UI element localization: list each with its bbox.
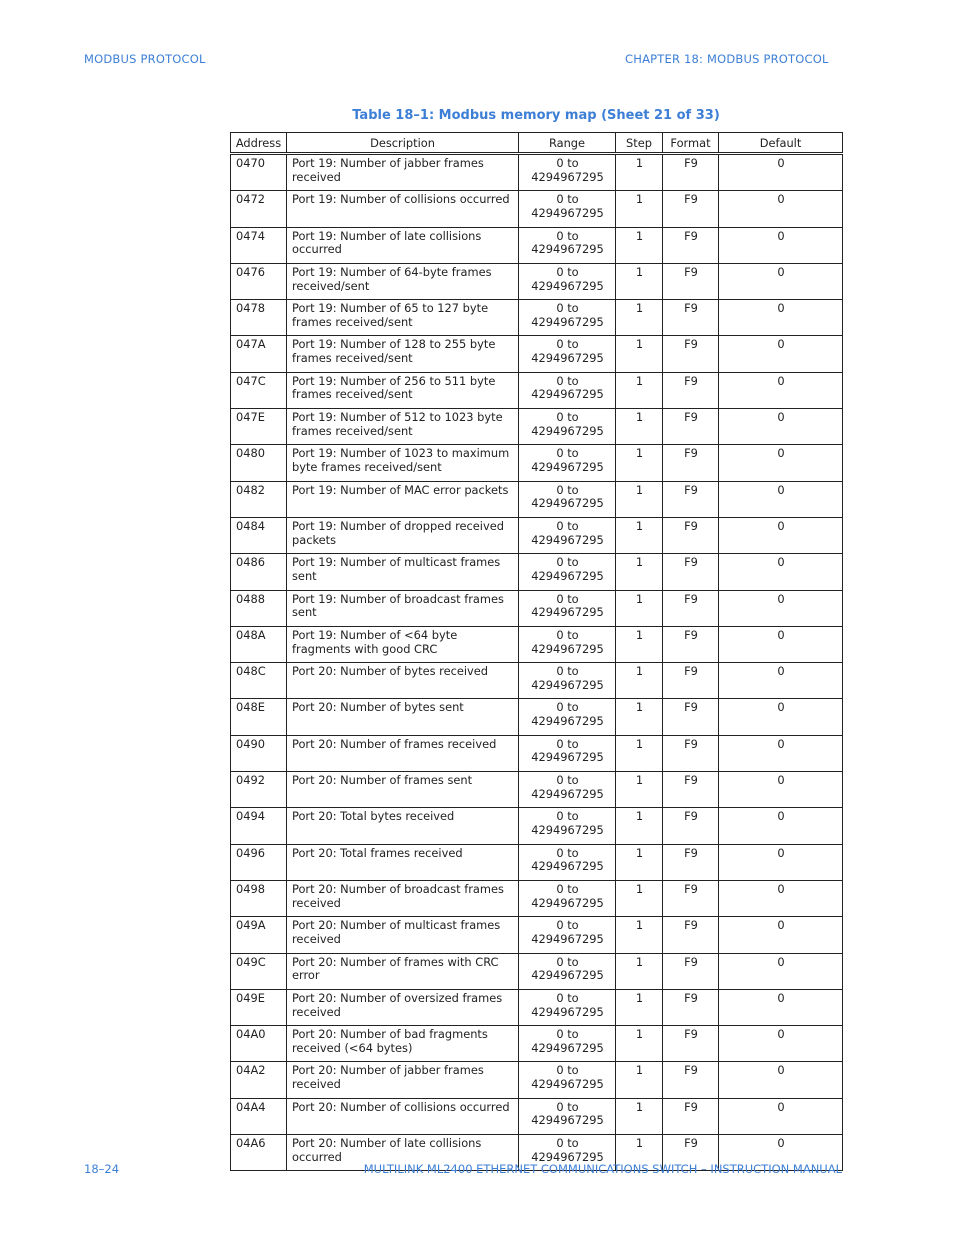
cell-format: F9 xyxy=(663,336,719,372)
cell-description: Port 20: Number of jabber frames received xyxy=(287,1062,519,1098)
cell-description: Port 19: Number of 64-byte frames received/sent xyxy=(287,263,519,299)
cell-default: 0 xyxy=(719,227,843,263)
cell-address: 04A6 xyxy=(231,1135,287,1171)
cell-default: 0 xyxy=(719,445,843,481)
cell-default: 0 xyxy=(719,1135,843,1171)
column-header-format: Format xyxy=(663,133,719,154)
cell-default: 0 xyxy=(719,191,843,227)
cell-range: 0 to 4294967295 xyxy=(519,663,616,699)
running-footer-title: MULTILINK ML2400 ETHERNET COMMUNICATIONS SWITCH – INSTRUCTION MANUAL xyxy=(363,1162,842,1176)
cell-format: F9 xyxy=(663,953,719,989)
cell-format: F9 xyxy=(663,409,719,445)
cell-address: 047A xyxy=(231,336,287,372)
cell-range: 0 to 4294967295 xyxy=(519,372,616,408)
cell-format: F9 xyxy=(663,844,719,880)
cell-format: F9 xyxy=(663,300,719,336)
running-header-right: CHAPTER 18: MODBUS PROTOCOL xyxy=(625,52,829,66)
cell-step: 1 xyxy=(616,409,663,445)
table-row xyxy=(231,735,843,771)
cell-default: 0 xyxy=(719,590,843,626)
table-row xyxy=(231,917,843,953)
table-row xyxy=(231,772,843,808)
cell-default: 0 xyxy=(719,735,843,771)
cell-default: 0 xyxy=(719,626,843,662)
cell-description: Port 19: Number of broadcast frames sent xyxy=(287,590,519,626)
cell-step: 1 xyxy=(616,1062,663,1098)
page-number: 18–24 xyxy=(84,1162,120,1176)
cell-step: 1 xyxy=(616,1026,663,1062)
cell-step: 1 xyxy=(616,989,663,1025)
cell-address: 0498 xyxy=(231,880,287,916)
cell-range: 0 to 4294967295 xyxy=(519,917,616,953)
cell-description: Port 19: Number of 128 to 255 byte frames received/sent xyxy=(287,336,519,372)
cell-range: 0 to 4294967295 xyxy=(519,554,616,590)
table-row xyxy=(231,626,843,662)
table-row xyxy=(231,844,843,880)
cell-format: F9 xyxy=(663,808,719,844)
table-row xyxy=(231,590,843,626)
cell-address: 0496 xyxy=(231,844,287,880)
cell-address: 048A xyxy=(231,626,287,662)
cell-range: 0 to 4294967295 xyxy=(519,1098,616,1134)
cell-default: 0 xyxy=(719,844,843,880)
cell-description: Port 20: Number of oversized frames received xyxy=(287,989,519,1025)
table-row xyxy=(231,808,843,844)
cell-description: Port 20: Number of bytes received xyxy=(287,663,519,699)
cell-range: 0 to 4294967295 xyxy=(519,1135,616,1171)
cell-address: 04A2 xyxy=(231,1062,287,1098)
cell-format: F9 xyxy=(663,590,719,626)
cell-range: 0 to 4294967295 xyxy=(519,481,616,517)
cell-default: 0 xyxy=(719,699,843,735)
table-row xyxy=(231,263,843,299)
cell-range: 0 to 4294967295 xyxy=(519,989,616,1025)
cell-format: F9 xyxy=(663,154,719,191)
table-row xyxy=(231,336,843,372)
cell-default: 0 xyxy=(719,1026,843,1062)
cell-step: 1 xyxy=(616,263,663,299)
cell-step: 1 xyxy=(616,445,663,481)
cell-address: 049A xyxy=(231,917,287,953)
cell-description: Port 20: Total bytes received xyxy=(287,808,519,844)
cell-format: F9 xyxy=(663,880,719,916)
cell-address: 049C xyxy=(231,953,287,989)
cell-description: Port 19: Number of collisions occurred xyxy=(287,191,519,227)
cell-address: 0488 xyxy=(231,590,287,626)
cell-address: 047E xyxy=(231,409,287,445)
cell-step: 1 xyxy=(616,590,663,626)
cell-default: 0 xyxy=(719,336,843,372)
cell-address: 0492 xyxy=(231,772,287,808)
table-row xyxy=(231,989,843,1025)
cell-format: F9 xyxy=(663,626,719,662)
cell-address: 0474 xyxy=(231,227,287,263)
table-row xyxy=(231,517,843,553)
table-row xyxy=(231,699,843,735)
cell-format: F9 xyxy=(663,772,719,808)
table-title: Table 18–1: Modbus memory map (Sheet 21 of 33) xyxy=(352,108,720,123)
cell-address: 0490 xyxy=(231,735,287,771)
cell-step: 1 xyxy=(616,227,663,263)
cell-description: Port 19: Number of <64 byte fragments with good CRC xyxy=(287,626,519,662)
cell-range: 0 to 4294967295 xyxy=(519,517,616,553)
cell-default: 0 xyxy=(719,372,843,408)
cell-step: 1 xyxy=(616,735,663,771)
cell-description: Port 20: Number of multicast frames received xyxy=(287,917,519,953)
cell-address: 0472 xyxy=(231,191,287,227)
cell-address: 04A0 xyxy=(231,1026,287,1062)
cell-step: 1 xyxy=(616,772,663,808)
cell-range: 0 to 4294967295 xyxy=(519,263,616,299)
cell-range: 0 to 4294967295 xyxy=(519,300,616,336)
table-row xyxy=(231,663,843,699)
cell-address: 04A4 xyxy=(231,1098,287,1134)
table-row xyxy=(231,409,843,445)
cell-range: 0 to 4294967295 xyxy=(519,1062,616,1098)
modbus-memory-map-table xyxy=(230,132,843,1171)
cell-default: 0 xyxy=(719,917,843,953)
cell-default: 0 xyxy=(719,808,843,844)
cell-description: Port 20: Number of frames sent xyxy=(287,772,519,808)
cell-default: 0 xyxy=(719,663,843,699)
cell-description: Port 20: Number of late collisions occurred xyxy=(287,1135,519,1171)
cell-default: 0 xyxy=(719,154,843,191)
cell-description: Port 19: Number of 512 to 1023 byte frames received/sent xyxy=(287,409,519,445)
cell-format: F9 xyxy=(663,191,719,227)
cell-address: 0482 xyxy=(231,481,287,517)
cell-address: 0476 xyxy=(231,263,287,299)
cell-description: Port 19: Number of late collisions occurred xyxy=(287,227,519,263)
cell-address: 0484 xyxy=(231,517,287,553)
table-row xyxy=(231,953,843,989)
table-row xyxy=(231,372,843,408)
cell-step: 1 xyxy=(616,481,663,517)
cell-step: 1 xyxy=(616,372,663,408)
cell-step: 1 xyxy=(616,917,663,953)
cell-format: F9 xyxy=(663,481,719,517)
cell-format: F9 xyxy=(663,735,719,771)
table-row xyxy=(231,481,843,517)
cell-description: Port 20: Number of frames received xyxy=(287,735,519,771)
column-header-step: Step xyxy=(616,133,663,154)
cell-description: Port 20: Number of collisions occurred xyxy=(287,1098,519,1134)
cell-format: F9 xyxy=(663,517,719,553)
cell-description: Port 19: Number of multicast frames sent xyxy=(287,554,519,590)
cell-step: 1 xyxy=(616,336,663,372)
cell-address: 0480 xyxy=(231,445,287,481)
cell-default: 0 xyxy=(719,517,843,553)
cell-format: F9 xyxy=(663,445,719,481)
cell-format: F9 xyxy=(663,1135,719,1171)
cell-description: Port 19: Number of jabber frames received xyxy=(287,154,519,191)
cell-range: 0 to 4294967295 xyxy=(519,227,616,263)
cell-step: 1 xyxy=(616,1135,663,1171)
cell-address: 0486 xyxy=(231,554,287,590)
running-header-left: MODBUS PROTOCOL xyxy=(84,52,206,66)
table-body xyxy=(231,154,843,1171)
cell-step: 1 xyxy=(616,953,663,989)
cell-range: 0 to 4294967295 xyxy=(519,808,616,844)
column-header-default: Default xyxy=(719,133,843,154)
cell-format: F9 xyxy=(663,372,719,408)
cell-range: 0 to 4294967295 xyxy=(519,844,616,880)
cell-description: Port 20: Number of broadcast frames received xyxy=(287,880,519,916)
cell-address: 047C xyxy=(231,372,287,408)
cell-step: 1 xyxy=(616,626,663,662)
table-row xyxy=(231,880,843,916)
cell-step: 1 xyxy=(616,663,663,699)
cell-step: 1 xyxy=(616,880,663,916)
cell-description: Port 20: Number of bytes sent xyxy=(287,699,519,735)
cell-format: F9 xyxy=(663,699,719,735)
cell-step: 1 xyxy=(616,844,663,880)
cell-range: 0 to 4294967295 xyxy=(519,154,616,191)
cell-address: 0470 xyxy=(231,154,287,191)
table-row xyxy=(231,300,843,336)
cell-format: F9 xyxy=(663,1026,719,1062)
table-row xyxy=(231,227,843,263)
cell-range: 0 to 4294967295 xyxy=(519,336,616,372)
cell-range: 0 to 4294967295 xyxy=(519,953,616,989)
cell-step: 1 xyxy=(616,191,663,227)
cell-description: Port 20: Number of frames with CRC error xyxy=(287,953,519,989)
cell-range: 0 to 4294967295 xyxy=(519,191,616,227)
cell-address: 048C xyxy=(231,663,287,699)
cell-default: 0 xyxy=(719,263,843,299)
cell-description: Port 20: Number of bad fragments received (<64 bytes) xyxy=(287,1026,519,1062)
cell-range: 0 to 4294967295 xyxy=(519,445,616,481)
cell-description: Port 19: Number of 1023 to maximum byte frames received/sent xyxy=(287,445,519,481)
cell-default: 0 xyxy=(719,989,843,1025)
cell-range: 0 to 4294967295 xyxy=(519,699,616,735)
cell-address: 049E xyxy=(231,989,287,1025)
table-row xyxy=(231,154,843,191)
cell-default: 0 xyxy=(719,300,843,336)
cell-step: 1 xyxy=(616,699,663,735)
cell-range: 0 to 4294967295 xyxy=(519,772,616,808)
cell-step: 1 xyxy=(616,517,663,553)
table-row xyxy=(231,1026,843,1062)
cell-default: 0 xyxy=(719,1062,843,1098)
cell-step: 1 xyxy=(616,300,663,336)
cell-format: F9 xyxy=(663,663,719,699)
cell-description: Port 19: Number of 256 to 511 byte frames received/sent xyxy=(287,372,519,408)
cell-format: F9 xyxy=(663,554,719,590)
cell-description: Port 19: Number of 65 to 127 byte frames received/sent xyxy=(287,300,519,336)
cell-format: F9 xyxy=(663,989,719,1025)
cell-format: F9 xyxy=(663,263,719,299)
cell-address: 0494 xyxy=(231,808,287,844)
cell-range: 0 to 4294967295 xyxy=(519,1026,616,1062)
cell-step: 1 xyxy=(616,808,663,844)
table-row xyxy=(231,554,843,590)
cell-format: F9 xyxy=(663,1062,719,1098)
cell-range: 0 to 4294967295 xyxy=(519,590,616,626)
cell-format: F9 xyxy=(663,917,719,953)
cell-range: 0 to 4294967295 xyxy=(519,409,616,445)
cell-step: 1 xyxy=(616,154,663,191)
cell-default: 0 xyxy=(719,953,843,989)
column-header-address: Address xyxy=(231,133,287,154)
cell-default: 0 xyxy=(719,772,843,808)
cell-address: 0478 xyxy=(231,300,287,336)
cell-default: 0 xyxy=(719,880,843,916)
cell-default: 0 xyxy=(719,409,843,445)
table-row xyxy=(231,1062,843,1098)
cell-description: Port 20: Total frames received xyxy=(287,844,519,880)
cell-default: 0 xyxy=(719,554,843,590)
cell-default: 0 xyxy=(719,481,843,517)
cell-step: 1 xyxy=(616,1098,663,1134)
cell-step: 1 xyxy=(616,554,663,590)
cell-format: F9 xyxy=(663,227,719,263)
cell-description: Port 19: Number of MAC error packets xyxy=(287,481,519,517)
column-header-description: Description xyxy=(287,133,519,154)
table-row xyxy=(231,1098,843,1134)
cell-range: 0 to 4294967295 xyxy=(519,880,616,916)
column-header-range: Range xyxy=(519,133,616,154)
cell-range: 0 to 4294967295 xyxy=(519,626,616,662)
cell-address: 048E xyxy=(231,699,287,735)
cell-default: 0 xyxy=(719,1098,843,1134)
cell-range: 0 to 4294967295 xyxy=(519,735,616,771)
table-row xyxy=(231,445,843,481)
table-row xyxy=(231,191,843,227)
cell-format: F9 xyxy=(663,1098,719,1134)
cell-description: Port 19: Number of dropped received packets xyxy=(287,517,519,553)
table-header-row xyxy=(231,133,843,154)
